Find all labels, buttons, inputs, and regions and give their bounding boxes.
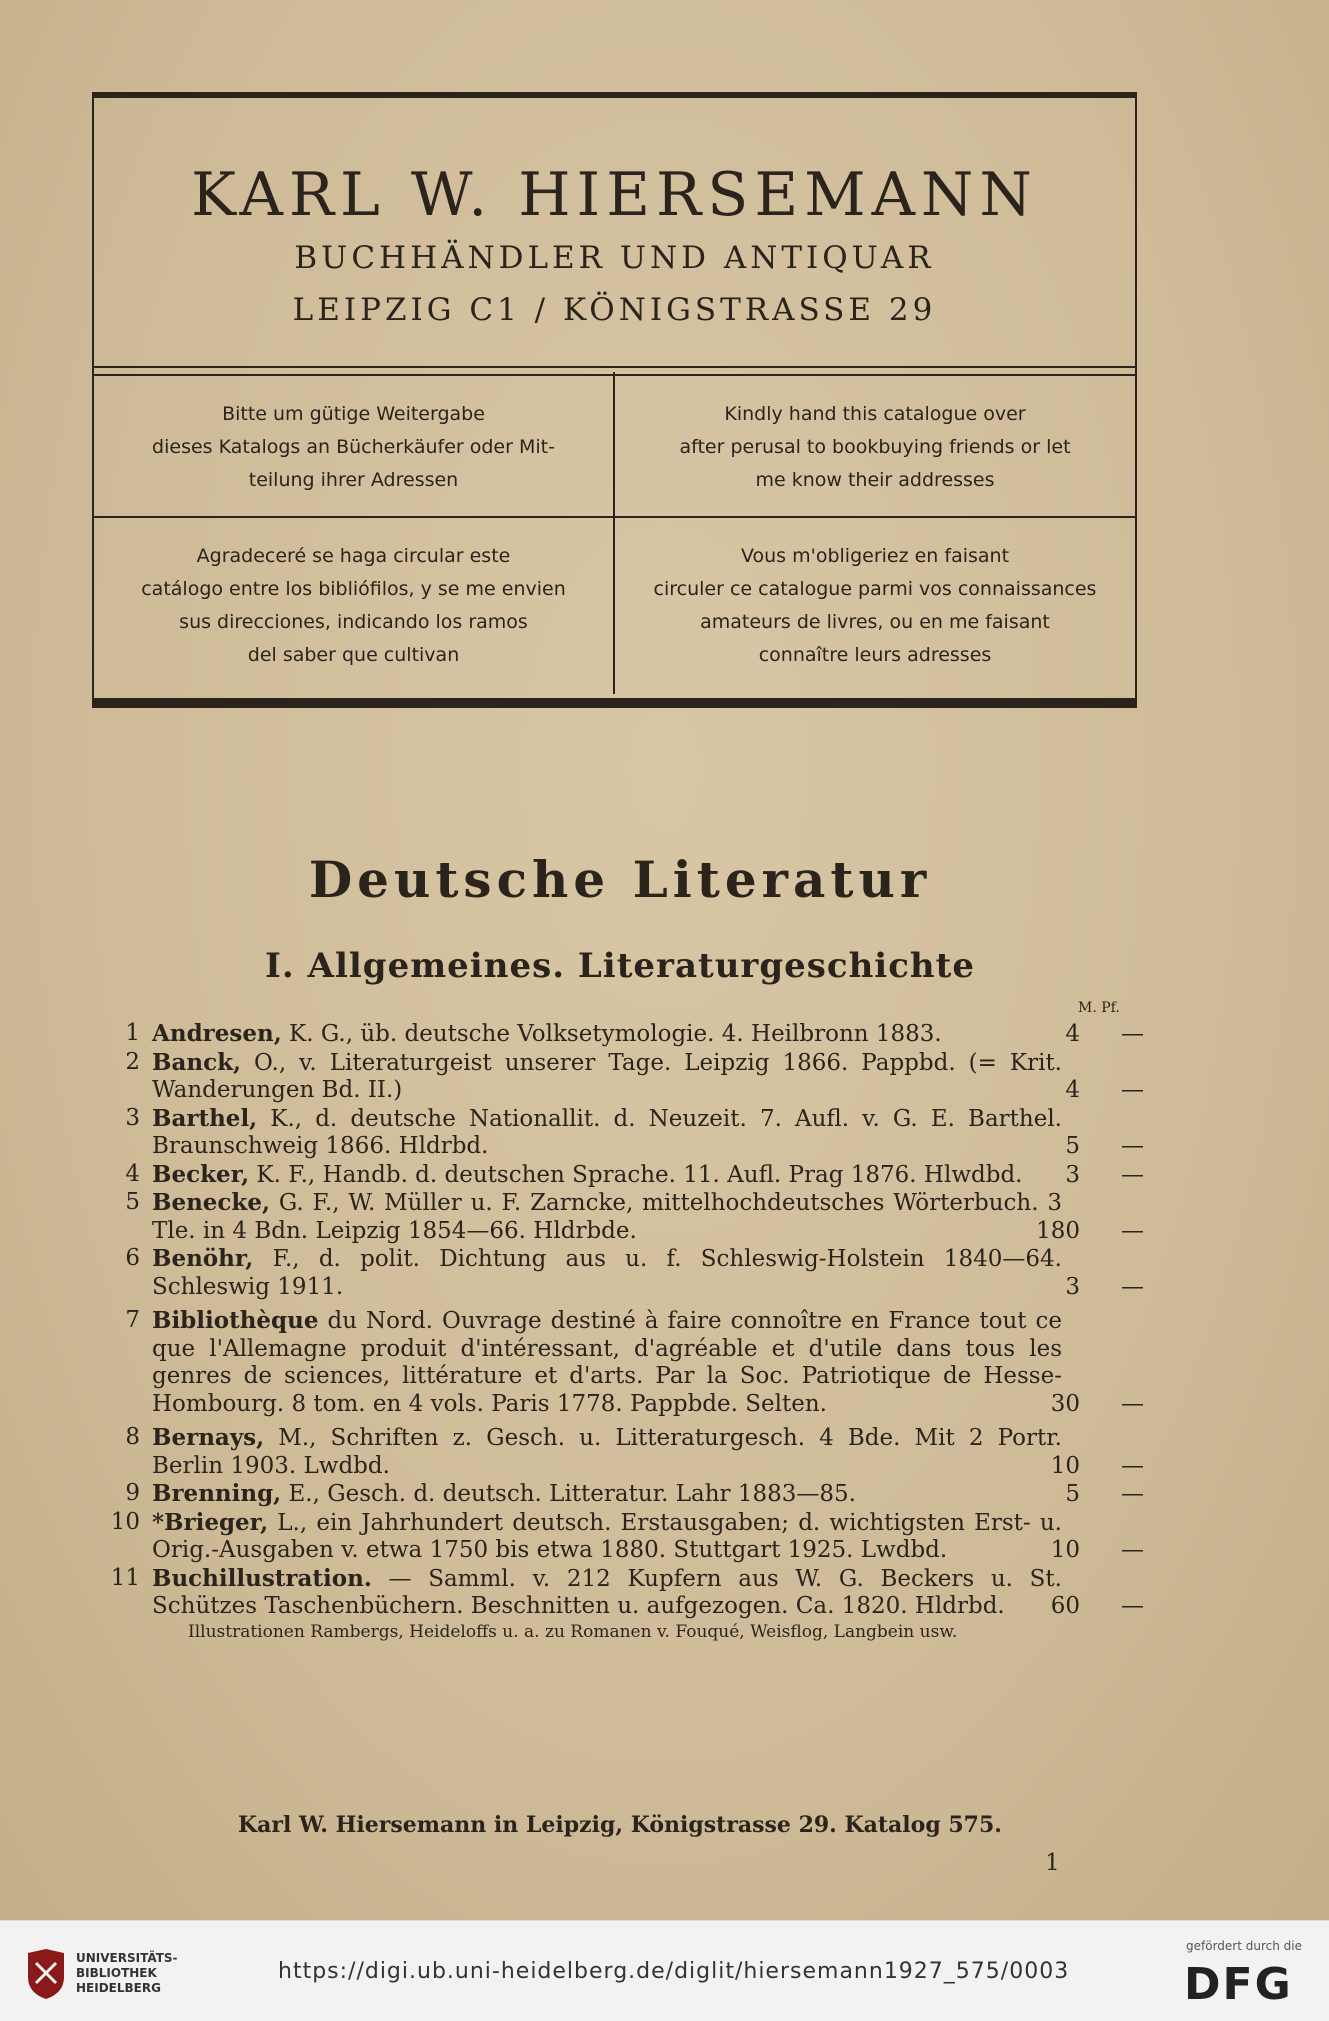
entry-author: Andresen, bbox=[152, 1020, 282, 1047]
entry-pfennig: — bbox=[1121, 1452, 1144, 1479]
entry-author: Barthel, bbox=[152, 1104, 258, 1132]
entry-number: 4 bbox=[125, 1160, 140, 1187]
entry-author: Bibliothèque bbox=[152, 1307, 319, 1334]
entry-price: 30 bbox=[1050, 1390, 1080, 1417]
publisher-address: LEIPZIG C1 / KÖNIGSTRASSE 29 bbox=[292, 292, 937, 328]
entry-text: K. F., Handb. d. deutschen Sprache. 11. Aufl. Prag 1876. Hlwdbd. bbox=[249, 1161, 1023, 1188]
entry-number: 5 bbox=[125, 1189, 140, 1215]
entry-price: 3 bbox=[1065, 1161, 1080, 1188]
list-item bbox=[100, 1307, 1160, 1418]
entry-text: F., d. polit. Dichtung aus u. f. Schleswig-Holstein 1840—64. Schleswig 1911. bbox=[152, 1246, 1062, 1300]
notice-line: sus direcciones, indicando los ramos bbox=[179, 611, 528, 633]
notice-english bbox=[617, 380, 1133, 514]
entry-price: 60 bbox=[1050, 1593, 1080, 1619]
entry-pfennig: — bbox=[1121, 1593, 1144, 1619]
subsection-title: I. Allgemeines. Literaturgeschichte bbox=[265, 946, 975, 986]
notice-vertical-divider bbox=[613, 372, 615, 694]
entry-pfennig: — bbox=[1121, 1217, 1144, 1244]
notice-french bbox=[617, 520, 1133, 692]
entry-number: 1 bbox=[125, 1020, 140, 1046]
funded-by-caption: gefördert durch die bbox=[1186, 1939, 1302, 1953]
entry-text: O., v. Literaturgeist unserer Tage. Leipzig 1866. Pappbd. (= Krit. Wanderungen Bd. II.) bbox=[152, 1049, 1062, 1103]
list-item bbox=[100, 1020, 1160, 1049]
entry-price: 4 bbox=[1065, 1077, 1080, 1103]
list-item bbox=[100, 1049, 1160, 1105]
entry-author: Becker, bbox=[152, 1160, 250, 1188]
notice-line: teilung ihrer Adressen bbox=[248, 468, 459, 491]
notice-line: catálogo entre los bibliófilos, y se me envien bbox=[141, 578, 566, 600]
entry-price: 180 bbox=[1036, 1217, 1080, 1244]
entry-number: 8 bbox=[125, 1424, 140, 1450]
list-item bbox=[100, 1189, 1160, 1245]
library-name-line: HEIDELBERG bbox=[76, 1981, 161, 1995]
viewer-footer-bar bbox=[0, 1920, 1329, 2021]
entry-number: 2 bbox=[125, 1048, 140, 1075]
notice-line: Agradeceré se haga circular este bbox=[196, 545, 511, 567]
catalogue-entries bbox=[100, 1020, 1160, 1644]
entry-text: K., d. deutsche Nationallit. d. Neuzeit. 7. Aufl. v. G. E. Barthel. Braunschweig 1866. Hldrbd. bbox=[152, 1105, 1062, 1159]
bottom-rule bbox=[92, 702, 1137, 708]
entry-price: 5 bbox=[1065, 1133, 1080, 1159]
entry-number: 7 bbox=[125, 1307, 140, 1333]
notice-line: Bitte um gütige Weitergabe bbox=[222, 402, 485, 425]
header-divider bbox=[92, 366, 1137, 368]
entry-author: Buchillustration. bbox=[152, 1564, 372, 1592]
entry-text: E., Gesch. d. deutsch. Litteratur. Lahr 1883—85. bbox=[281, 1481, 856, 1507]
library-name bbox=[76, 1951, 178, 1996]
entry-number: 6 bbox=[125, 1245, 140, 1271]
notice-line: del saber que cultivan bbox=[247, 644, 460, 666]
section-title: Deutsche Literatur bbox=[308, 850, 932, 909]
entry-price: 10 bbox=[1050, 1452, 1080, 1479]
notice-line: amateurs de livres, ou en me faisant bbox=[700, 611, 1050, 633]
entry-pfennig: — bbox=[1121, 1077, 1144, 1103]
entry-pfennig: — bbox=[1121, 1390, 1144, 1417]
notice-german bbox=[96, 380, 611, 514]
notice-horizontal-divider bbox=[92, 516, 1137, 518]
notice-line: connaître leurs adresses bbox=[758, 644, 992, 666]
university-logo-icon bbox=[24, 1947, 68, 2001]
entry-number: 11 bbox=[110, 1564, 140, 1591]
list-item bbox=[100, 1565, 1160, 1621]
list-item bbox=[100, 1424, 1160, 1480]
entry-pfennig: — bbox=[1121, 1161, 1144, 1188]
entry-number: 10 bbox=[110, 1508, 140, 1535]
entry-price: 10 bbox=[1050, 1537, 1080, 1563]
entry-pfennig: — bbox=[1121, 1133, 1144, 1159]
list-item bbox=[100, 1161, 1160, 1190]
dfg-logo: DFG bbox=[1184, 1959, 1293, 2010]
bottom-rule-thin bbox=[92, 698, 1137, 700]
entry-pfennig: — bbox=[1121, 1273, 1144, 1300]
entry-text: M., Schriften z. Gesch. u. Litteraturgesch. 4 Bde. Mit 2 Portr. Berlin 1903. Lwdbd. bbox=[152, 1425, 1062, 1479]
publisher-name: KARL W. HIERSEMANN bbox=[191, 160, 1038, 230]
publisher-subtitle: BUCHHÄNDLER UND ANTIQUAR bbox=[294, 240, 935, 276]
entry-price: 3 bbox=[1065, 1273, 1080, 1300]
library-name-line: UNIVERSITÄTS- bbox=[76, 1951, 178, 1965]
entry-author: Benöhr, bbox=[152, 1245, 254, 1272]
entry-price: 5 bbox=[1065, 1481, 1080, 1507]
page-number: 1 bbox=[1045, 1850, 1060, 1876]
notice-line: me know their addresses bbox=[755, 468, 995, 491]
entry-pfennig: — bbox=[1121, 1021, 1144, 1047]
notice-spanish bbox=[96, 520, 611, 692]
entry-price: 4 bbox=[1065, 1021, 1080, 1047]
entry-text: L., ein Jahrhundert deutsch. Erstausgaben; d. wichtigsten Erst- u. Orig.-Ausgaben v. etwa 1750 bis etwa 1880. Stuttgart 1925. Lwdbd. bbox=[152, 1509, 1062, 1563]
entry-text: G. F., W. Müller u. F. Zarncke, mittelhochdeutsches Wörterbuch. 3 Tle. in 4 Bdn. Leipzig 1854—66. Hldrbde. bbox=[152, 1190, 1062, 1244]
permalink-url[interactable]: https://digi.ub.uni-heidelberg.de/diglit/hiersemann1927_575/0003 bbox=[278, 1959, 1070, 1984]
list-item bbox=[100, 1245, 1160, 1301]
entry-number: 9 bbox=[125, 1480, 140, 1506]
list-item bbox=[100, 1480, 1160, 1509]
notice-line: after perusal to bookbuying friends or let bbox=[679, 435, 1071, 458]
entry-author: *Brieger, bbox=[152, 1508, 269, 1536]
entry-text: du Nord. Ouvrage destiné à faire connoître en France tout ce que l'Allemagne produit d'intéressant, d'agréable et d'utile dans tous les genres de sciences, littérature et d'arts. Par la Soc. Patriotique de Hesse-Hombourg. 8 tom. en 4 vols. Paris 1778. Pappbde. Selten. bbox=[152, 1308, 1062, 1417]
entry-pfennig: — bbox=[1121, 1537, 1144, 1563]
notice-line: Kindly hand this catalogue over bbox=[724, 402, 1026, 425]
notice-line: dieses Katalogs an Bücherkäufer oder Mit- bbox=[152, 435, 555, 458]
entry-number: 3 bbox=[125, 1104, 140, 1131]
notice-line: circuler ce catalogue parmi vos connaissances bbox=[653, 578, 1097, 600]
catalogue-footer: Karl W. Hiersemann in Leipzig, Königstrasse 29. Katalog 575. bbox=[238, 1812, 1002, 1838]
list-item bbox=[100, 1509, 1160, 1565]
notice-line: Vous m'obligeriez en faisant bbox=[740, 545, 1010, 567]
entry-pfennig: — bbox=[1121, 1481, 1144, 1507]
entry-author: Brenning, bbox=[152, 1480, 282, 1507]
entry-author: Bernays, bbox=[152, 1424, 265, 1451]
library-name-line: BIBLIOTHEK bbox=[76, 1966, 157, 1980]
list-item bbox=[100, 1105, 1160, 1161]
entry-note: Illustrationen Rambergs, Heideloffs u. a. zu Romanen v. Fouqué, Weisflog, Langbein usw. bbox=[188, 1621, 958, 1642]
entry-text: — Samml. v. 212 Kupfern aus W. G. Beckers u. St. Schützes Taschenbüchern. Beschnitten u. aufgezogen. Ca. 1820. Hldrbd. bbox=[152, 1565, 1062, 1619]
entry-text: K. G., üb. deutsche Volksetymologie. 4. Heilbronn 1883. bbox=[281, 1021, 942, 1047]
price-column-header: M. Pf. bbox=[1078, 1000, 1120, 1016]
entry-author: Banck, bbox=[152, 1048, 242, 1076]
entry-author: Benecke, bbox=[152, 1189, 271, 1216]
